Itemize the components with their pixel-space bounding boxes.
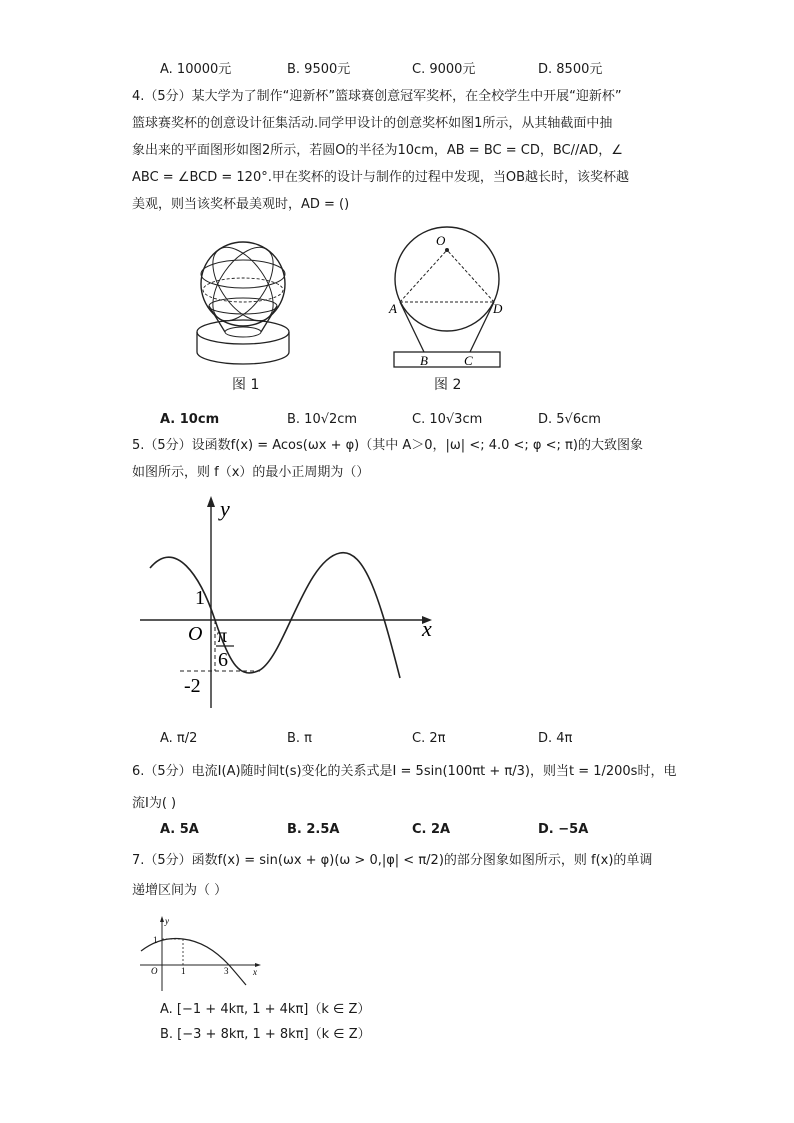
q5-label-six: 6 (218, 649, 228, 671)
q4-figure2-section (388, 225, 506, 375)
q7-label-one-y: 1 (153, 935, 158, 945)
q7-stem-line1: 7.（5分）函数f(x) = sin(ωx + φ)(ω > 0,|φ| < π/2)的部分图象如图所示，则 f(x)的单调 (132, 853, 653, 868)
q5-label-neg-two: -2 (184, 675, 201, 697)
q7-option-a: A. [−1 + 4kπ, 1 + 4kπ]（k ∈ Z） (160, 1002, 371, 1017)
q5-option-a: A. π/2 (160, 731, 198, 746)
q5-label-origin: O (188, 623, 203, 645)
q6-stem-line1: 6.（5分）电流I(A)随时间t(s)变化的关系式是I = 5sin(100πt + π/3)，则当t = 1/200s时，电 (132, 764, 677, 779)
q5-stem-line2: 如图所示，则 f（x）的最小正周期为（） (132, 465, 370, 480)
q7-stem-line2: 递增区间为（ ） (132, 883, 228, 898)
q4-option-b: B. 10√2cm (287, 412, 358, 427)
fig2-label-c: C (464, 353, 473, 368)
q4-figure1-caption: 图 1 (232, 377, 260, 393)
q7-sine-graph (136, 915, 266, 995)
q4-option-d: D. 5√6cm (538, 412, 601, 427)
q6-option-c: C. 2A (412, 822, 451, 837)
q5-option-c: C. 2π (412, 731, 446, 746)
q3-option-c: C. 9000元 (412, 62, 476, 77)
q5-label-y: y (220, 496, 230, 521)
q4-stem-line1: 4.（5分）某大学为了制作“迎新杯”篮球赛创意冠军奖杯，在全校学生中开展“迎新杯” (132, 89, 622, 104)
q7-label-origin: O (151, 966, 158, 976)
q7-label-x: x (253, 967, 257, 977)
q5-cosine-graph (140, 490, 440, 710)
fig2-label-d: D (493, 301, 503, 316)
q6-option-d: D. −5A (538, 822, 589, 837)
q4-figure1-trophy (195, 232, 315, 372)
q3-option-a: A. 10000元 (160, 62, 232, 77)
q4-stem-line2: 篮球赛奖杯的创意设计征集活动.同学甲设计的创意奖杯如图1所示，从其轴截面中抽 (132, 116, 613, 131)
q6-stem-line2: 流I为( ) (132, 796, 177, 811)
q4-option-a: A. 10cm (160, 412, 220, 427)
q5-label-x: x (422, 616, 432, 641)
q7-label-y: y (165, 916, 169, 926)
q4-option-c: C. 10√3cm (412, 412, 483, 427)
q5-stem-line1: 5.（5分）设函数f(x) = Acos(ωx + φ)（其中 A＞0，|ω| <; 4.0 <; φ <; π)的大致图象 (132, 438, 643, 453)
q6-option-b: B. 2.5A (287, 822, 340, 837)
q7-option-b: B. [−3 + 8kπ, 1 + 8kπ]（k ∈ Z） (160, 1027, 371, 1042)
q3-option-d: D. 8500元 (538, 62, 603, 77)
q4-stem-line5: 美观，则当该奖杯最美观时，AD = () (132, 197, 350, 212)
q4-figure2-caption: 图 2 (434, 377, 462, 393)
fig2-label-a: A (389, 301, 397, 316)
fig2-label-b: B (420, 353, 428, 368)
q7-label-one-x: 1 (181, 966, 186, 976)
q5-label-pi: π (217, 625, 228, 647)
q4-stem-line3: 象出来的平面图形如图2所示，若圆O的半径为10cm，AB = BC = CD，BC//AD，∠ (132, 143, 623, 158)
q5-label-one: 1 (195, 587, 205, 609)
q6-option-a: A. 5A (160, 822, 199, 837)
q3-option-b: B. 9500元 (287, 62, 351, 77)
q5-option-d: D. 4π (538, 731, 573, 746)
q5-option-b: B. π (287, 731, 313, 746)
q4-stem-line4: ABC = ∠BCD = 120°.甲在奖杯的设计与制作的过程中发现，当OB越长时，该奖杯越 (132, 170, 630, 185)
q7-label-three: 3 (224, 966, 229, 976)
fig2-label-o: O (436, 233, 446, 248)
